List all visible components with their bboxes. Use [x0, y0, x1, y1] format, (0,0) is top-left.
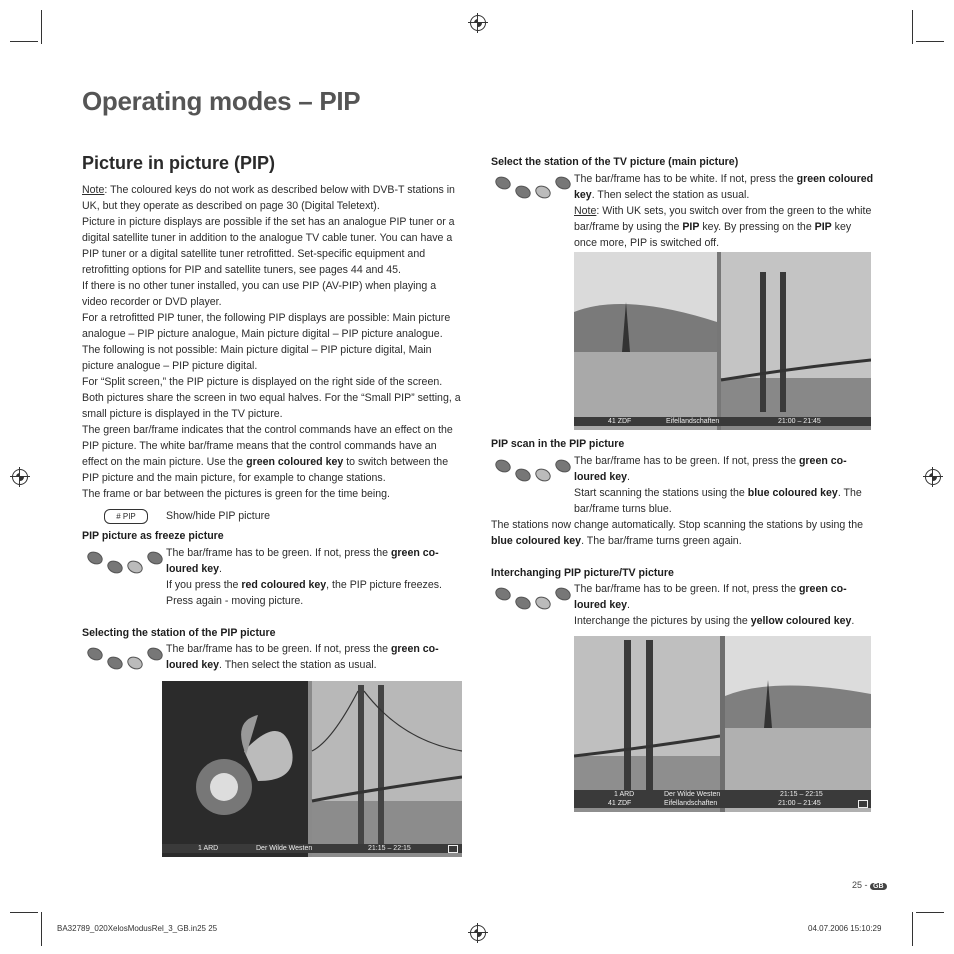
screen-illustration [162, 681, 462, 857]
crop-mark [916, 912, 944, 913]
select-pip-text: The bar/frame has to be green. If not, press the green co-loured key. Then select the station as usual. [166, 643, 439, 671]
intro-text: Note: The coloured keys do not work as described below with DVB-T stations in UK, but they operate as described on page 30 (Digital Teletext). Picture in picture displays are possible if the set has an analogue PIP tuner or a digital satellite tuner in addition to the analogue TV cable tuner. You can have a PIP tuner or a digital satellite tuner retrofitted. Set-specific equipment and retrofitting options for PIP and satellite tuners, see pages 44 and 45. If there is no other tuner installed, you can use PIP (AV-PIP) when playing a video recorder or DVD player. For a retrofitted PIP tuner, the following PIP displays are possible: Main picture analogue – PIP picture analogue, Main picture digital – PIP picture analogue. The following is not possible: Main picture digital – PIP picture digital, Main picture analogue – PIP picture digital. For “Split screen,” the PIP picture is displayed on the right side of the screen. Both pictures share the screen in two equal halves. For the “Small PIP” setting, a small picture is displayed in the TV picture. The green bar/frame indicates that the control commands have an effect on the PIP picture. The white bar/frame means that the control commands have an effect on the main picture. Use the green coloured key to switch between the PIP picture and the main picture, for example to change stations. The frame or bar between the pictures is green for the time being. [82, 184, 461, 500]
channel-info-bar: 1 ARD Der Wilde Westen 21:15 – 22:15 [162, 844, 462, 853]
main-picture-text: The bar/frame has to be white. If not, press the green coloured key. Then select the station as usual. Note: With UK sets, you switch over from the green to the white bar/frame by using the PIP key. By pressing on the PIP key once more, PIP is switched off. [574, 173, 874, 249]
crop-mark [41, 912, 42, 946]
crop-mark [916, 41, 944, 42]
scan-text: The bar/frame has to be green. If not, press the green co-loured key. Start scanning the stations using the blue coloured key. The bar/frame turns blue. [574, 455, 862, 515]
footer-date-info: 04.07.2006 15:10:29 [808, 924, 882, 933]
footer-file-info: BA32789_020XelosModusRel_3_GB.in25 25 [57, 924, 218, 933]
freeze-text: The bar/frame has to be green. If not, press the green co-loured key. If you press the red coloured key, the PIP picture freezes. Press again - moving picture. [166, 547, 442, 607]
scan-heading: PIP scan in the PIP picture [491, 438, 625, 450]
pip-key-description: Show/hide PIP picture [166, 510, 271, 522]
page-title: Operating modes – PIP [82, 86, 361, 116]
registration-mark-icon [470, 925, 486, 941]
language-badge: GB [870, 883, 887, 890]
colour-keys-icon [493, 584, 573, 616]
select-pip-heading: Selecting the station of the PIP picture [82, 627, 276, 639]
crop-mark [912, 912, 913, 946]
screen-illustration [574, 636, 871, 812]
swap-heading: Interchanging PIP picture/TV picture [491, 567, 674, 579]
section-title: Picture in picture (PIP) [82, 153, 276, 173]
colour-keys-icon [493, 173, 573, 205]
split-screen-image [162, 681, 462, 857]
crop-mark [10, 41, 38, 42]
colour-keys-icon [85, 548, 165, 580]
registration-mark-icon [470, 15, 486, 31]
crop-mark [41, 10, 42, 44]
split-screen-image [574, 636, 871, 812]
freeze-heading: PIP picture as freeze picture [82, 530, 224, 542]
main-picture-heading: Select the station of the TV picture (main picture) [491, 156, 739, 168]
page-number: 25 - GB [852, 880, 887, 890]
channel-info-bar: 41 ZDF Eifellandschaften 21:00 – 21:45 [574, 799, 871, 808]
scan-stop-text: The stations now change automatically. Stop scanning the stations by using the blue coloured key. The bar/frame turns green again. [491, 519, 863, 547]
split-screen-image [574, 252, 871, 430]
colour-keys-icon [493, 456, 573, 488]
colour-keys-icon [85, 644, 165, 676]
crop-mark [10, 912, 38, 913]
crop-mark [912, 10, 913, 44]
swap-text: The bar/frame has to be green. If not, press the green co-loured key. Interchange the pictures by using the yellow coloured key. [574, 583, 855, 627]
channel-info-bar: 1 ARD Der Wilde Westen 21:15 – 22:15 [574, 790, 871, 799]
channel-info-bar: 41 ZDF Eifellandschaften 21:00 – 21:45 [574, 417, 871, 426]
pip-key-icon: # PIP [104, 509, 148, 524]
screen-illustration [574, 252, 871, 430]
registration-mark-icon [925, 469, 941, 485]
registration-mark-icon [12, 469, 28, 485]
